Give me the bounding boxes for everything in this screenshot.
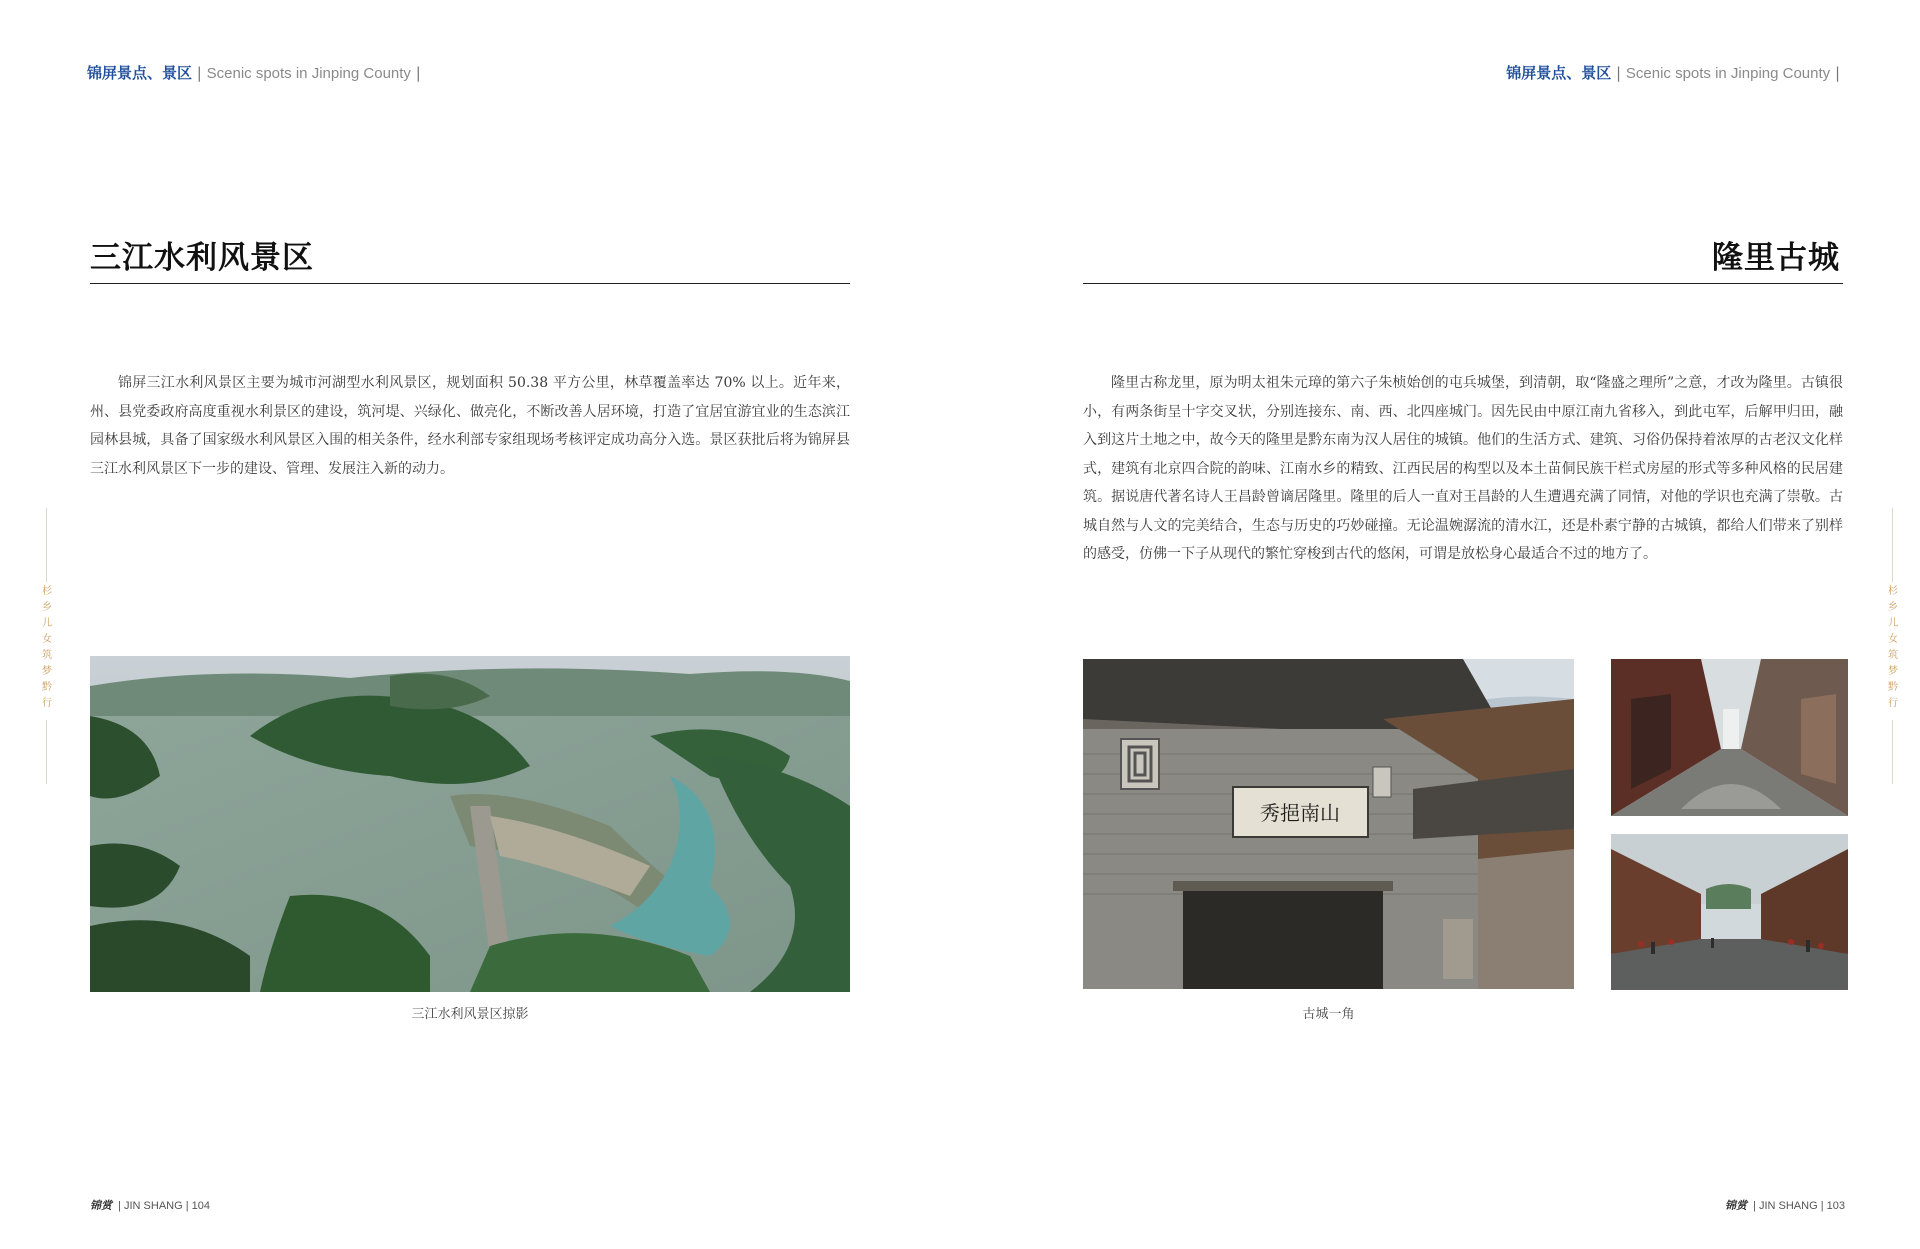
old-town-gate-photo xyxy=(1083,659,1574,989)
side-char: 杉 xyxy=(42,586,52,597)
footer-sep: | xyxy=(185,1200,189,1212)
side-char: 黔 xyxy=(42,682,52,693)
side-line-top xyxy=(1892,508,1893,582)
title-divider xyxy=(90,283,850,284)
header-separator: | xyxy=(196,64,202,82)
magazine-name: JIN SHANG xyxy=(1758,1200,1818,1212)
page-footer xyxy=(90,1197,210,1213)
side-char: 女 xyxy=(42,634,52,645)
side-char: 筑 xyxy=(1888,650,1898,661)
header-section-en: Scenic spots in Jinping County xyxy=(206,65,411,82)
side-decoration xyxy=(39,508,55,784)
footer-sep: | xyxy=(1820,1200,1824,1212)
side-char: 儿 xyxy=(42,618,52,629)
body-paragraph: 隆里古称龙里，原为明太祖朱元璋的第六子朱桢始创的屯兵城堡，到清朝，取“隆盛之理所”之意，才改为隆里。古镇很小，有两条街呈十字交叉状，分别连接东、南、西、北四座城门。因先民由中原江南九省移入，到此屯军，后解甲归田，融入到这片土地之中，故今天的隆里是黔东南为汉人居住的城镇。他们的生活方式、建筑、习俗仍保持着浓厚的古老汉文化样式，建筑有北京四合院的韵味、江南水乡的精致、江西民居的构型以及本土苗侗民族干栏式房屋的形式等多种风格的民居建筑。据说唐代著名诗人王昌龄曾谪居隆里。隆里的后人一直对王昌龄的人生遭遇充满了同情，对他的学识也充满了崇敬。古城自然与人文的完美结合，生态与历史的巧妙碰撞。无论温婉潺流的清水江，还是朴素宁静的古城镇，都给人们带来了别样的感受，仿佛一下子从现代的繁忙穿梭到古代的悠闲，可谓是放松身心最适合不过的地方了。 xyxy=(1083,375,1843,562)
side-decoration xyxy=(1885,508,1901,784)
side-char: 儿 xyxy=(1888,618,1898,629)
side-vertical-text xyxy=(39,584,55,712)
header-separator: | xyxy=(1616,64,1622,82)
side-char: 筑 xyxy=(42,650,52,661)
side-line-bottom xyxy=(46,720,47,784)
side-char: 黔 xyxy=(1888,682,1898,693)
old-street-photo-top xyxy=(1611,659,1848,816)
section-title: 隆里古城 xyxy=(1712,240,1840,276)
side-char: 乡 xyxy=(1888,602,1898,613)
page-number: 103 xyxy=(1826,1200,1845,1212)
magazine-name: JIN SHANG xyxy=(123,1200,183,1212)
side-char: 行 xyxy=(42,698,52,709)
side-char: 梦 xyxy=(42,666,52,677)
title-divider xyxy=(1083,283,1843,284)
side-line-bottom xyxy=(1892,720,1893,784)
side-char: 乡 xyxy=(42,602,52,613)
side-char: 行 xyxy=(1888,698,1898,709)
header-separator-end: | xyxy=(1834,64,1840,82)
running-header xyxy=(1506,62,1840,83)
side-line-top xyxy=(46,508,47,582)
header-section-zh: 锦屏景点、景区 xyxy=(1506,64,1612,82)
photo-caption: 古城一角 xyxy=(1302,1007,1355,1022)
page-number: 104 xyxy=(191,1200,211,1212)
page-footer xyxy=(1725,1197,1845,1213)
footer-sep: | xyxy=(118,1200,121,1212)
old-street-photo-bottom xyxy=(1611,834,1848,990)
body-paragraph: 锦屏三江水利风景区主要为城市河湖型水利风景区，规划面积 50.38 平方公里，林草覆盖率达 70% 以上。近年来，州、县党委政府高度重视水利景区的建设，筑河堤、兴绿化、做亮化，不断改善人居环境，打造了宜居宜游宜业的生态滨江园林县城，具备了国家级水利风景区入围的相关条件，经水利部专家组现场考核评定成功高分入选。景区获批后将为锦屏县三江水利风景区下一步的建设、管理、发展注入新的动力。 xyxy=(90,375,850,477)
header-separator-end: | xyxy=(415,64,421,82)
side-char: 梦 xyxy=(1888,666,1898,677)
running-header xyxy=(87,62,421,83)
header-section-zh: 锦屏景点、景区 xyxy=(87,64,193,82)
photo-caption: 三江水利风景区掠影 xyxy=(411,1007,529,1022)
side-vertical-text xyxy=(1885,584,1901,712)
section-title: 三江水利风景区 xyxy=(90,240,314,276)
gate-plaque-text: 秀挹南山 xyxy=(1260,801,1340,825)
magazine-logo: 锦赏 xyxy=(1724,1199,1747,1212)
reservoir-aerial-photo xyxy=(90,656,850,992)
side-char: 杉 xyxy=(1888,586,1898,597)
footer-sep: | xyxy=(1753,1200,1756,1212)
side-char: 女 xyxy=(1888,634,1898,645)
right-page xyxy=(960,0,1920,1249)
header-section-en: Scenic spots in Jinping County xyxy=(1625,65,1831,82)
magazine-logo: 锦赏 xyxy=(90,1199,112,1212)
